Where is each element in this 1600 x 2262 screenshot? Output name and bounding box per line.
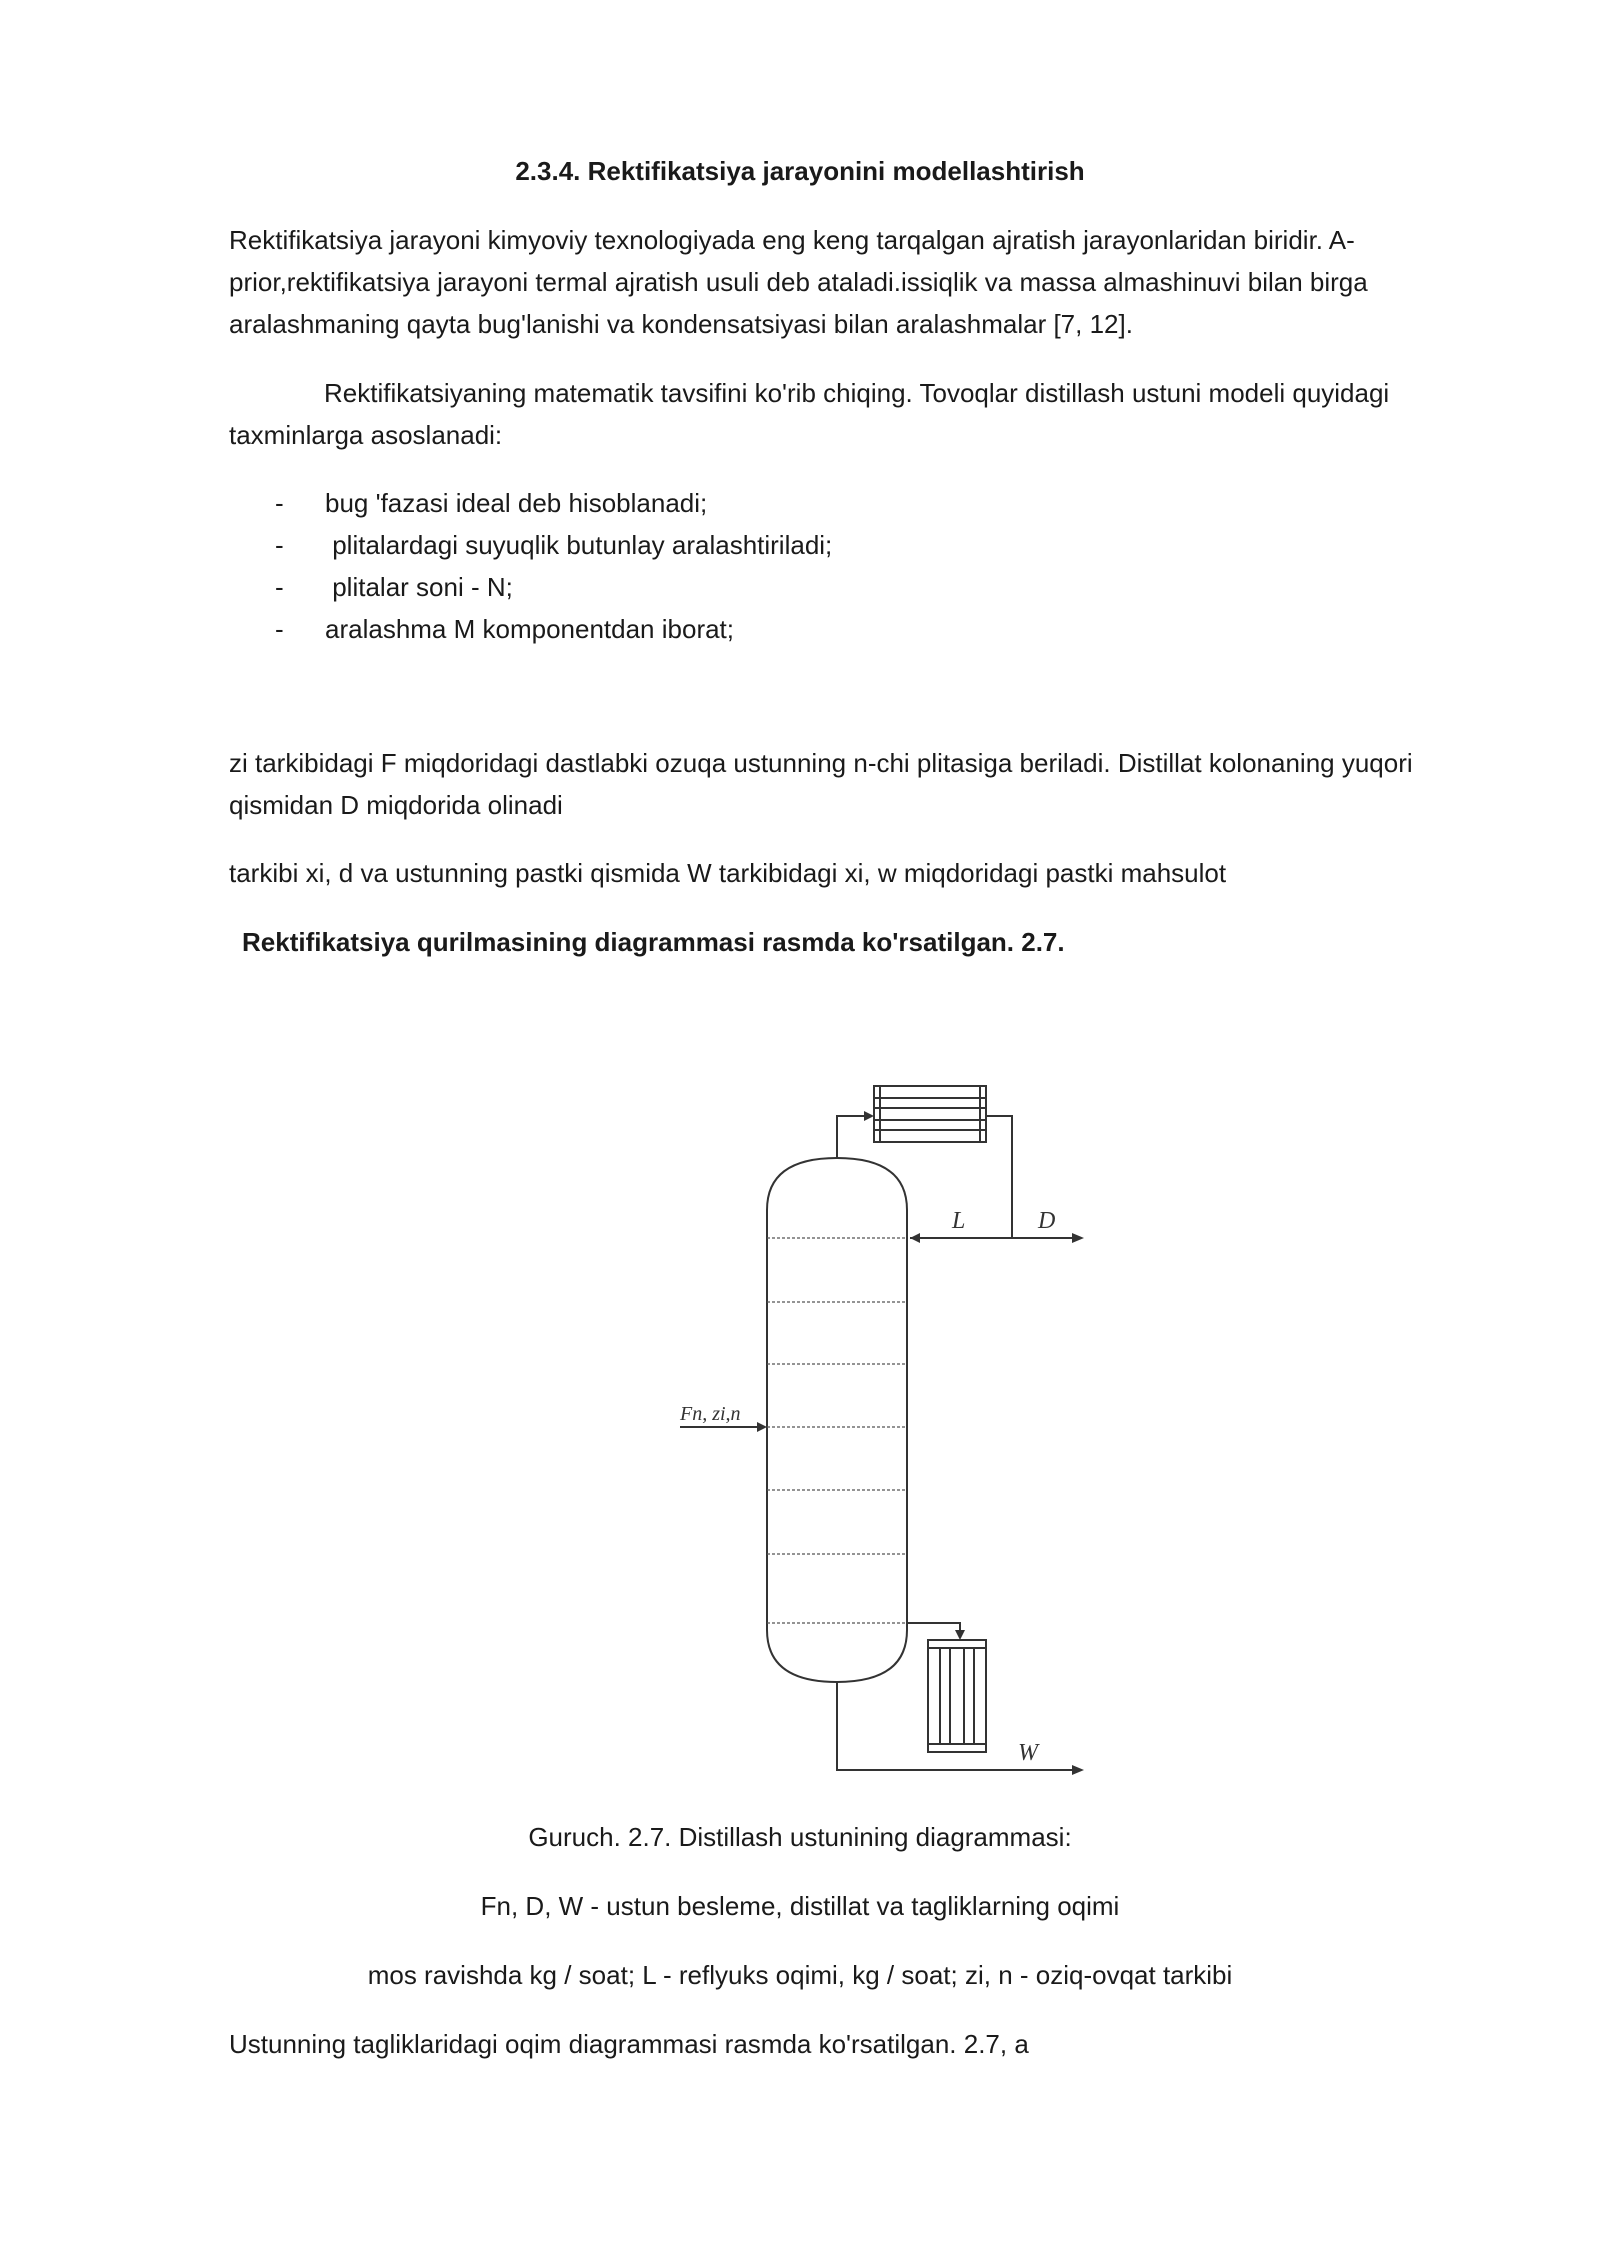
- list-item: [275, 524, 832, 566]
- bottoms-label: W: [1018, 1740, 1038, 1766]
- vapor-line: [837, 1116, 872, 1158]
- list-item: [275, 482, 832, 524]
- arrow-distillate: [1072, 1233, 1084, 1243]
- paragraph-bottoms: tarkibi xi, d va ustunning pastki qismida W tarkibidagi xi, w miqdoridagi pastki mahsulot: [229, 858, 1227, 888]
- arrow-into-reboiler: [955, 1630, 965, 1640]
- list-dash: -: [275, 530, 284, 560]
- reflux-label: L: [952, 1208, 966, 1234]
- list-item-text: plitalar soni - N;: [325, 572, 513, 602]
- arrow-reflux: [910, 1233, 920, 1243]
- reboiler: [928, 1640, 986, 1752]
- arrow-feed: [757, 1422, 767, 1432]
- list-dash: -: [275, 488, 284, 518]
- section-heading: 2.3.4. Rektifikatsiya jarayonini modellashtirish: [515, 156, 1085, 186]
- paragraph-model-assumptions: Rektifikatsiyaning matematik tavsifini ko'rib chiqing. Tovoqlar distillash ustuni modeli quyidagi taxminlarga asoslanadi:: [229, 378, 1390, 450]
- condenser-outlet-line: [986, 1116, 1012, 1238]
- figure-reference: Rektifikatsiya qurilmasining diagrammasi rasmda ko'rsatilgan. 2.7.: [242, 927, 1065, 957]
- list-item: [275, 566, 832, 608]
- list-item: [275, 608, 832, 650]
- list-dash: -: [275, 572, 284, 602]
- paragraph-intro: Rektifikatsiya jarayoni kimyoviy texnologiyada eng keng tarqalgan ajratish jarayonlaridan biridir. A-prior,rektifikatsiya jarayoni termal ajratish usuli deb ataladi.issiqlik va massa almashinuvi bilan birga aralashmaning qayta bug'lanishi va kondensatsiyasi bilan aralashmalar [7, 12].: [229, 225, 1368, 339]
- distillate-label: D: [1038, 1208, 1056, 1234]
- list-item-text: aralashma M komponentdan iborat;: [325, 614, 735, 644]
- paragraph-flow-diagram: Ustunning tagliklaridagi oqim diagrammasi rasmda ko'rsatilgan. 2.7, a: [229, 2029, 1029, 2059]
- figure-caption-title: Guruch. 2.7. Distillash ustunining diagrammasi:: [528, 1822, 1072, 1852]
- feed-label: Fn, zi,n: [680, 1403, 741, 1425]
- list-item-text: plitalardagi suyuqlik butunlay aralashtiriladi;: [325, 530, 833, 560]
- list-dash: -: [275, 614, 284, 644]
- distillation-column-diagram: [660, 1070, 1100, 1800]
- reboiler-return-line: [907, 1623, 960, 1638]
- bottoms-line: [837, 1682, 1078, 1770]
- condenser: [874, 1086, 986, 1142]
- figure-caption-line: Fn, D, W - ustun besleme, distillat va tagliklarning oqimi: [480, 1891, 1120, 1921]
- list-item-text: bug 'fazasi ideal deb hisoblanadi;: [325, 488, 708, 518]
- arrow-into-condenser: [864, 1111, 874, 1121]
- paragraph-feed: zi tarkibidagi F miqdoridagi dastlabki ozuqa ustunning n-chi plitasiga beriladi. Distillat kolonaning yuqori qismidan D miqdorida olinadi: [229, 748, 1413, 820]
- figure-caption-line: mos ravishda kg / soat; L - reflyuks oqimi, kg / soat; zi, n - oziq-ovqat tarkibi: [367, 1960, 1233, 1990]
- assumptions-list: [275, 482, 832, 650]
- arrow-bottoms: [1072, 1765, 1084, 1775]
- column-shell: [767, 1158, 907, 1682]
